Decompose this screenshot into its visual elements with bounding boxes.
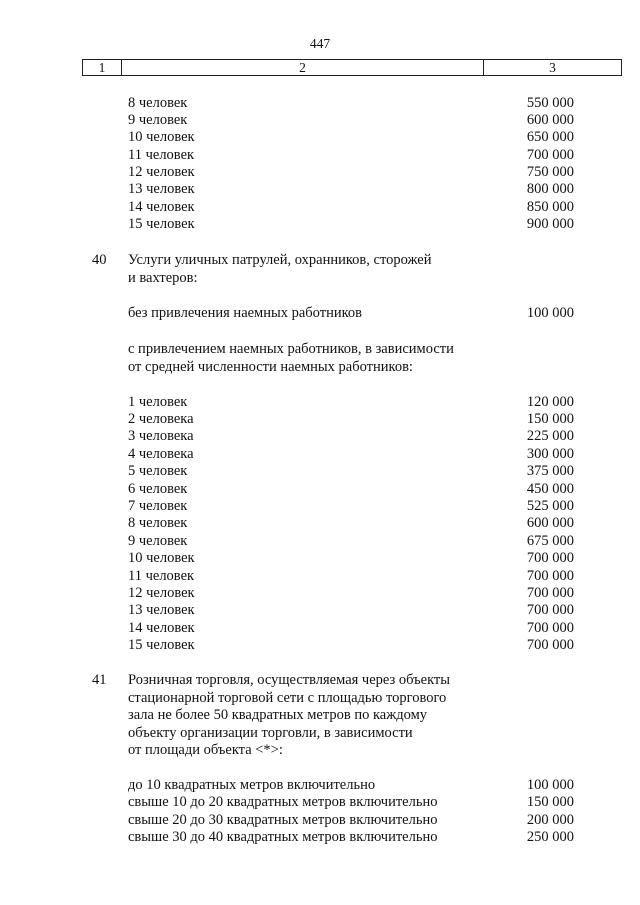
table-row bbox=[0, 602, 640, 619]
table-row bbox=[0, 742, 640, 759]
item-value: 900 000 bbox=[526, 216, 574, 232]
table-row bbox=[0, 181, 640, 198]
item-value: 300 000 bbox=[526, 446, 574, 462]
table-row bbox=[0, 568, 640, 585]
item-description: свыше 30 до 40 квадратных метров включительно bbox=[128, 829, 438, 845]
item-description: объекту организации торговли, в зависимости bbox=[128, 725, 413, 741]
table-row bbox=[0, 585, 640, 602]
table-row bbox=[0, 446, 640, 463]
table-row bbox=[0, 637, 640, 654]
table-header-col-1: 1 bbox=[83, 60, 122, 75]
table-row bbox=[0, 359, 640, 376]
item-description: 10 человек bbox=[128, 550, 195, 566]
page-number: 447 bbox=[309, 36, 331, 51]
item-description: 9 человек bbox=[128, 533, 188, 549]
item-value: 675 000 bbox=[526, 533, 574, 549]
item-description: 10 человек bbox=[128, 129, 195, 145]
item-value: 750 000 bbox=[526, 164, 574, 180]
table-row bbox=[0, 672, 640, 689]
table-header bbox=[82, 59, 622, 76]
item-description: 15 человек bbox=[128, 637, 195, 653]
item-value: 700 000 bbox=[526, 550, 574, 566]
item-value: 100 000 bbox=[526, 305, 574, 321]
item-description: 2 человека bbox=[128, 411, 194, 427]
item-value: 800 000 bbox=[526, 181, 574, 197]
table-row bbox=[0, 341, 640, 358]
table-row bbox=[0, 725, 640, 742]
table-row bbox=[0, 550, 640, 567]
table-row bbox=[0, 394, 640, 411]
item-description: 11 человек bbox=[128, 568, 195, 584]
item-description: 13 человек bbox=[128, 181, 195, 197]
item-value: 700 000 bbox=[526, 637, 574, 653]
table-header-col-3: 3 bbox=[549, 60, 556, 75]
item-description: Услуги уличных патрулей, охранников, сторожей bbox=[128, 252, 432, 268]
item-number: 40 bbox=[92, 252, 107, 268]
table-row bbox=[0, 164, 640, 181]
item-description: Розничная торговля, осуществляемая через объекты bbox=[128, 672, 450, 688]
table-row bbox=[0, 794, 640, 811]
table-row bbox=[0, 112, 640, 129]
item-description: 4 человека bbox=[128, 446, 194, 462]
table-row bbox=[0, 620, 640, 637]
item-description: 5 человек bbox=[128, 463, 188, 479]
item-description: 7 человек bbox=[128, 498, 188, 514]
table-row bbox=[0, 515, 640, 532]
item-value: 150 000 bbox=[526, 411, 574, 427]
item-number: 41 bbox=[92, 672, 107, 688]
table-row bbox=[0, 129, 640, 146]
item-value: 200 000 bbox=[526, 812, 574, 828]
item-value: 525 000 bbox=[526, 498, 574, 514]
table-row bbox=[0, 481, 640, 498]
table-row bbox=[0, 777, 640, 794]
table-row bbox=[0, 463, 640, 480]
item-description: с привлечением наемных работников, в зависимости bbox=[128, 341, 454, 357]
table-row bbox=[0, 829, 640, 846]
table-row bbox=[0, 199, 640, 216]
item-description: от средней численности наемных работников: bbox=[128, 359, 413, 375]
item-description: свыше 20 до 30 квадратных метров включительно bbox=[128, 812, 438, 828]
item-description: зала не более 50 квадратных метров по каждому bbox=[128, 707, 428, 723]
table-row bbox=[0, 252, 640, 269]
item-value: 225 000 bbox=[526, 428, 574, 444]
item-value: 700 000 bbox=[526, 602, 574, 618]
item-description: и вахтеров: bbox=[128, 270, 198, 286]
item-description: 8 человек bbox=[128, 95, 188, 111]
item-value: 375 000 bbox=[526, 463, 574, 479]
table-row bbox=[0, 216, 640, 233]
table-header-col-2: 2 bbox=[122, 60, 484, 75]
item-value: 700 000 bbox=[526, 568, 574, 584]
item-value: 600 000 bbox=[526, 515, 574, 531]
item-value: 550 000 bbox=[526, 95, 574, 111]
item-description: 1 человек bbox=[128, 394, 188, 410]
item-description: 12 человек bbox=[128, 164, 195, 180]
item-value: 250 000 bbox=[526, 829, 574, 845]
item-description: 12 человек bbox=[128, 585, 195, 601]
item-value: 100 000 bbox=[526, 777, 574, 793]
table-row bbox=[0, 428, 640, 445]
item-description: 11 человек bbox=[128, 147, 195, 163]
item-description: 15 человек bbox=[128, 216, 195, 232]
table-row bbox=[0, 812, 640, 829]
item-value: 850 000 bbox=[526, 199, 574, 215]
item-value: 450 000 bbox=[526, 481, 574, 497]
item-value: 650 000 bbox=[526, 129, 574, 145]
table-row bbox=[0, 411, 640, 428]
table-row bbox=[0, 305, 640, 322]
table-row bbox=[0, 498, 640, 515]
item-description: 14 человек bbox=[128, 199, 195, 215]
table-row bbox=[0, 147, 640, 164]
item-description: 3 человека bbox=[128, 428, 194, 444]
table-row bbox=[0, 533, 640, 550]
item-value: 700 000 bbox=[526, 620, 574, 636]
item-description: 13 человек bbox=[128, 602, 195, 618]
table-row bbox=[0, 690, 640, 707]
item-description: 6 человек bbox=[128, 481, 188, 497]
item-description: стационарной торговой сети с площадью торгового bbox=[128, 690, 447, 706]
table-row bbox=[0, 270, 640, 287]
item-value: 120 000 bbox=[526, 394, 574, 410]
item-description: 9 человек bbox=[128, 112, 188, 128]
item-description: 8 человек bbox=[128, 515, 188, 531]
table-row bbox=[0, 707, 640, 724]
item-description: 14 человек bbox=[128, 620, 195, 636]
item-value: 150 000 bbox=[526, 794, 574, 810]
item-value: 700 000 bbox=[526, 585, 574, 601]
item-description: свыше 10 до 20 квадратных метров включительно bbox=[128, 794, 438, 810]
item-description: без привлечения наемных работников bbox=[128, 305, 362, 321]
item-description: от площади объекта <*>: bbox=[128, 742, 283, 758]
item-value: 700 000 bbox=[526, 147, 574, 163]
item-description: до 10 квадратных метров включительно bbox=[128, 777, 376, 793]
table-row bbox=[0, 95, 640, 112]
item-value: 600 000 bbox=[526, 112, 574, 128]
